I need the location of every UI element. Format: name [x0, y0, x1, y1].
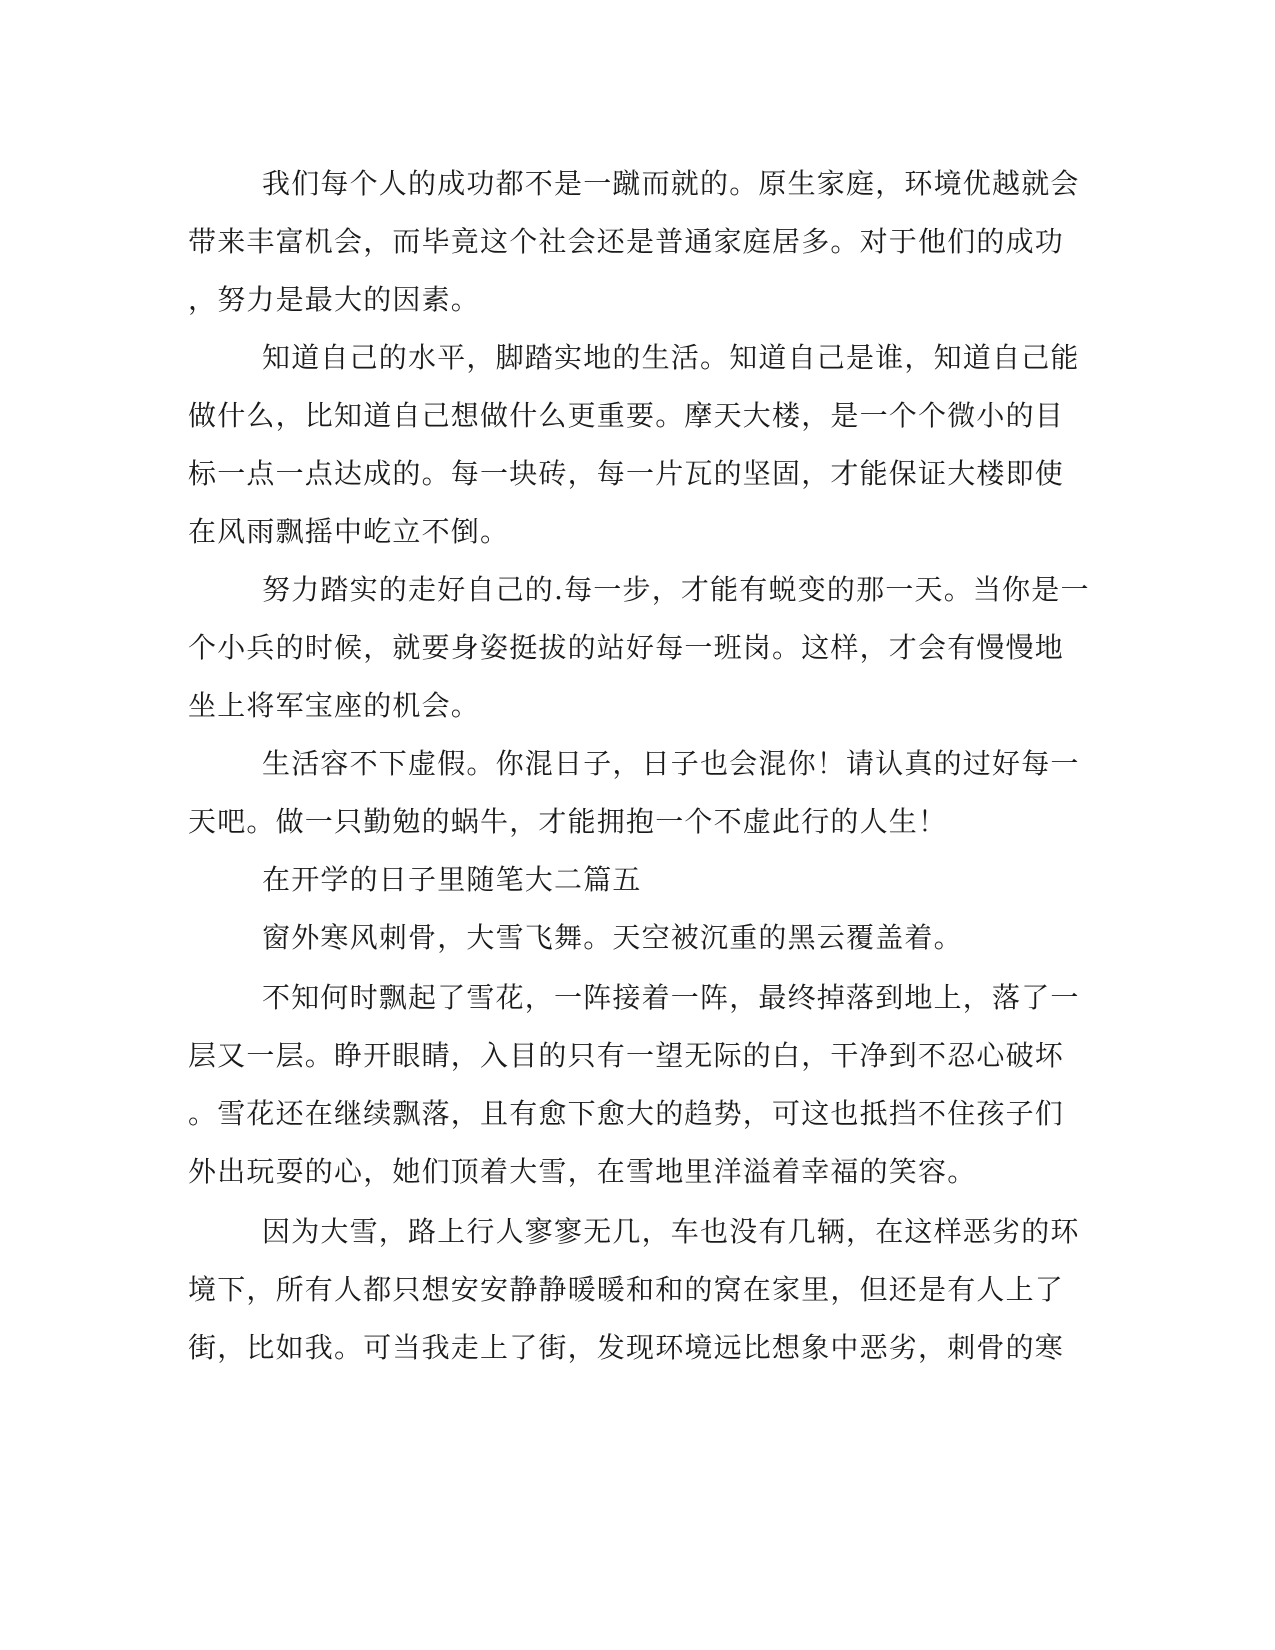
paragraph-2-line-3: 标一点一点达成的。每一块砖，每一片瓦的坚固，才能保证大楼即使 — [188, 457, 1065, 490]
paragraph-7-line-2: 境下，所有人都只想安安静静暖暖和和的窝在家里，但还是有人上了 — [188, 1273, 1065, 1306]
paragraph-6-line-1: 不知何时飘起了雪花，一阵接着一阵，最终掉落到地上，落了一 — [262, 981, 1080, 1014]
paragraph-1-line-3: ，努力是最大的因素。 — [188, 283, 481, 316]
paragraph-4-line-2: 天吧。做一只勤勉的蜗牛，才能拥抱一个不虚此行的人生！ — [188, 805, 948, 838]
paragraph-7-line-3: 街，比如我。可当我走上了街，发现环境远比想象中恶劣，刺骨的寒 — [188, 1331, 1065, 1364]
paragraph-2-line-4: 在风雨飘摇中屹立不倒。 — [188, 515, 510, 548]
paragraph-4-line-1: 生活容不下虚假。你混日子，日子也会混你！请认真的过好每一 — [262, 747, 1080, 780]
paragraph-2-line-2: 做什么，比知道自己想做什么更重要。摩天大楼，是一个个微小的目 — [188, 399, 1065, 432]
paragraph-3-line-2: 个小兵的时候，就要身姿挺拔的站好每一班岗。这样，才会有慢慢地 — [188, 631, 1065, 664]
paragraph-3-line-3: 坐上将军宝座的机会。 — [188, 689, 481, 722]
paragraph-1-line-1: 我们每个人的成功都不是一蹴而就的。原生家庭，环境优越就会 — [262, 167, 1080, 200]
section-heading: 在开学的日子里随笔大二篇五 — [262, 863, 642, 896]
paragraph-6-line-3: 。雪花还在继续飘落，且有愈下愈大的趋势，可这也抵挡不住孩子们 — [188, 1097, 1065, 1130]
paragraph-7-line-1: 因为大雪，路上行人寥寥无几，车也没有几辆，在这样恶劣的环 — [262, 1215, 1080, 1248]
paragraph-6-line-4: 外出玩耍的心，她们顶着大雪，在雪地里洋溢着幸福的笑容。 — [188, 1155, 977, 1188]
paragraph-5-line-1: 窗外寒风刺骨，大雪飞舞。天空被沉重的黑云覆盖着。 — [262, 921, 963, 954]
paragraph-3-line-1: 努力踏实的走好自己的.每一步，才能有蜕变的那一天。当你是一 — [262, 573, 1090, 606]
paragraph-1-line-2: 带来丰富机会，而毕竟这个社会还是普通家庭居多。对于他们的成功 — [188, 225, 1065, 258]
paragraph-6-line-2: 层又一层。睁开眼睛，入目的只有一望无际的白，干净到不忍心破坏 — [188, 1039, 1065, 1072]
paragraph-2-line-1: 知道自己的水平，脚踏实地的生活。知道自己是谁，知道自己能 — [262, 341, 1080, 374]
